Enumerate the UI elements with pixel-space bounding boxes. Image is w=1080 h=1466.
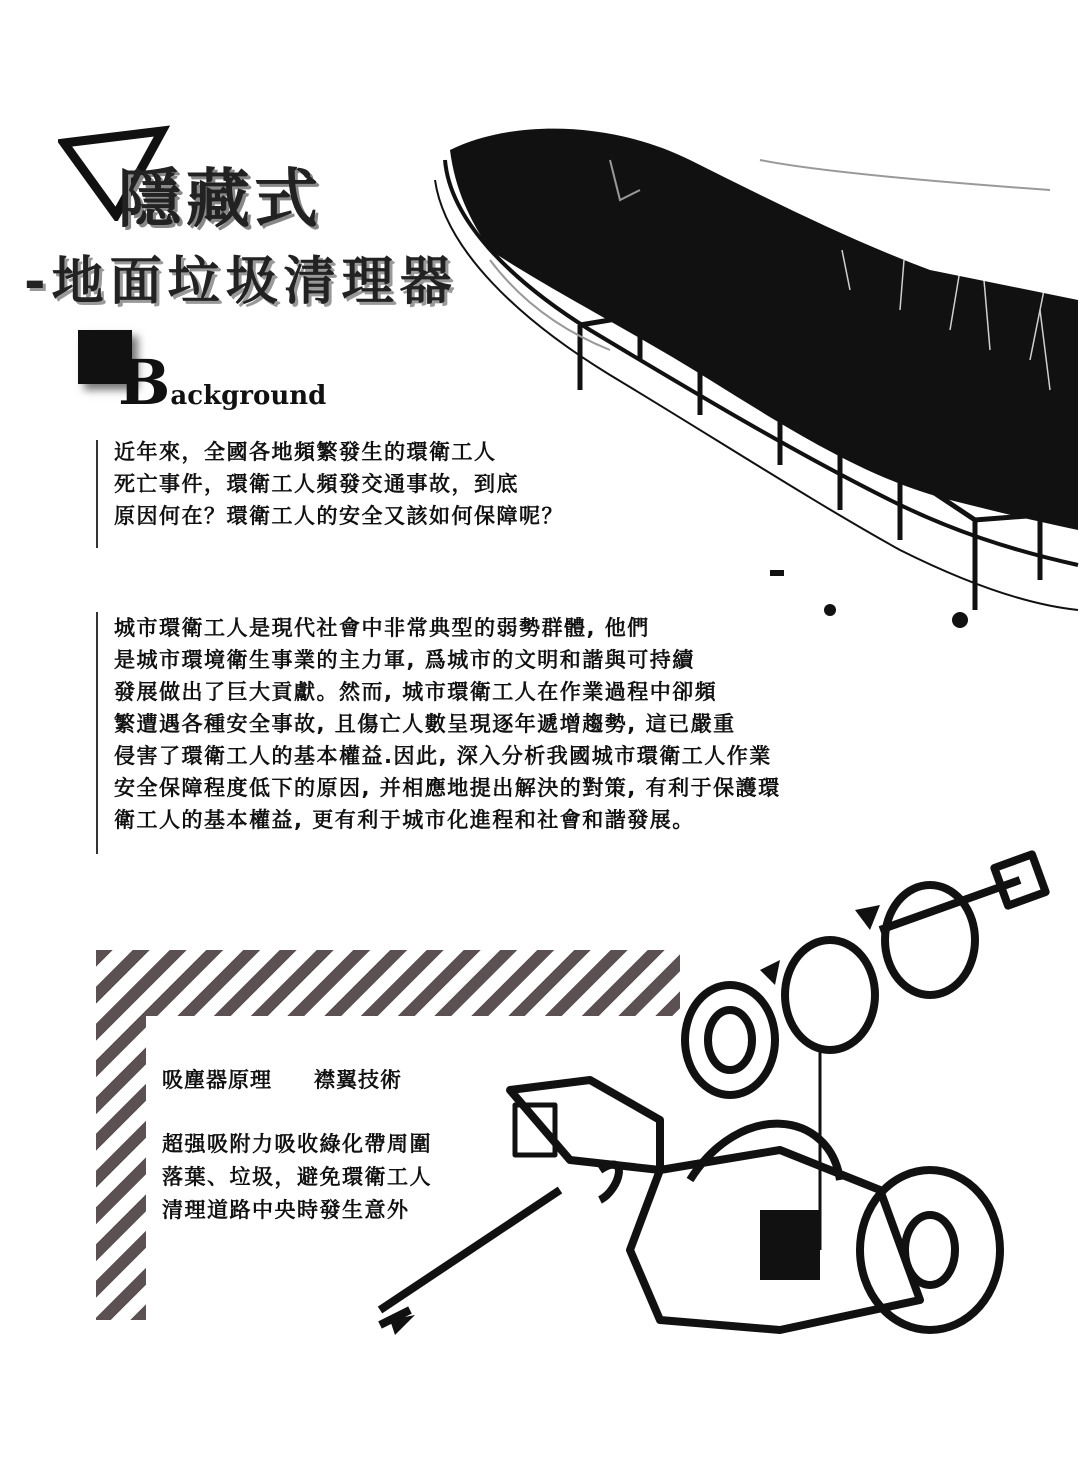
roadside-illustration — [430, 90, 1080, 650]
body-paragraph — [114, 612, 914, 836]
page-subtitle: -地面垃圾清理器 — [24, 252, 458, 312]
text-line: 落葉、垃圾，避免環衛工人 — [162, 1165, 432, 1189]
intro-paragraph — [114, 436, 634, 532]
heading-rest: ackground — [170, 381, 327, 411]
paragraph-bar — [96, 440, 98, 548]
heading-initial: B — [118, 346, 171, 419]
text-line: 城市環衛工人是現代社會中非常典型的弱勢群體, 他們 — [114, 616, 650, 640]
text-line: 繁遭遇各種安全事故, 且傷亡人數呈現逐年遞增趨勢, 這已嚴重 — [114, 712, 736, 736]
machine-illustration — [360, 850, 1060, 1370]
text-line: 發展做出了巨大貢獻。然而, 城市環衛工人在作業過程中卻頻 — [114, 680, 718, 704]
text-line: 安全保障程度低下的原因, 并相應地提出解決的對策, 有利于保護環 — [114, 776, 781, 800]
text-line: 清理道路中央時發生意外 — [162, 1198, 410, 1222]
feature-headings — [162, 1064, 444, 1094]
text-line: 衛工人的基本權益, 更有利于城市化進程和社會和諧發展。 — [114, 808, 695, 832]
text-line: 侵害了環衛工人的基本權益.因此, 深入分析我國城市環衛工人作業 — [114, 744, 772, 768]
paragraph-bar — [96, 612, 98, 854]
text-line: 是城市環境衛生事業的主力軍, 爲城市的文明和諧與可持續 — [114, 648, 695, 672]
feature-heading: 吸塵器原理 — [162, 1068, 272, 1092]
feature-heading: 襟翼技術 — [314, 1068, 402, 1092]
section-heading-background — [118, 346, 327, 419]
text-line: 超强吸附力吸收綠化帶周圍 — [162, 1132, 432, 1156]
text-line: 原因何在？環衛工人的安全又該如何保障呢？ — [114, 504, 564, 528]
text-line: 死亡事件，環衛工人頻發交通事故，到底 — [114, 472, 519, 496]
feature-description — [162, 1128, 522, 1227]
text-line: 近年來，全國各地頻繁發生的環衛工人 — [114, 440, 497, 464]
page-title: 隱藏式 — [118, 163, 322, 237]
